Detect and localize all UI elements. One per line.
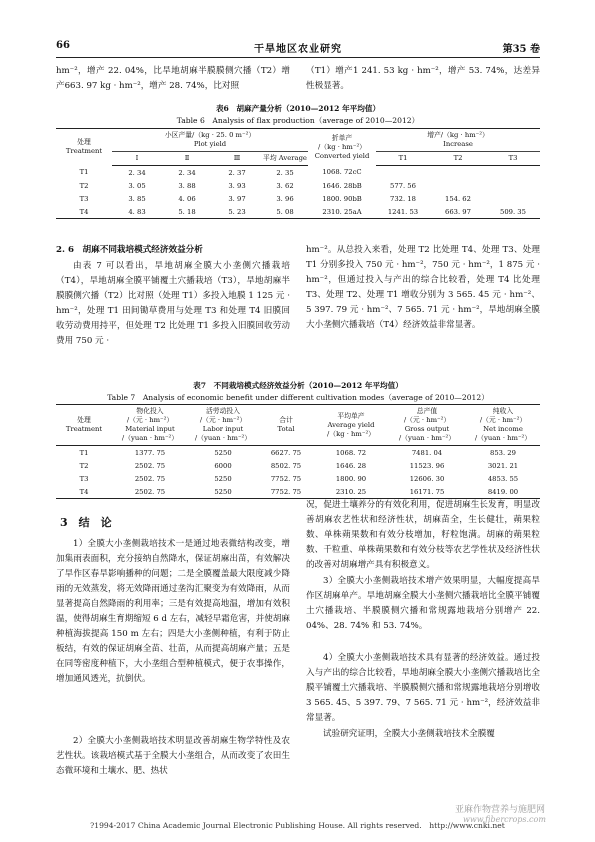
watermark-url: www.fibercrops.com: [463, 815, 546, 824]
table7-caption-cn: 表7 不同栽培模式经济效益分析（2010—2012 年平均值）: [193, 381, 403, 390]
table6-header-average: 平均 Average: [262, 152, 308, 166]
table6-header-t1: T1: [376, 152, 430, 166]
table-row: T3 3. 85 4. 06 3. 97 3. 96 1800. 90bB 732. 18 154. 62: [79, 194, 471, 203]
table7-caption-en: Table 7 Analysis of economic benefit under different cultivation modes（average of 2010—2012）: [107, 393, 489, 402]
table6-header-plot-yield: 小区产量/（kg · 25. 0 m⁻²） Plot yield: [112, 129, 308, 152]
table-row: T4 2502. 75 5250 7752. 75 2310. 25 16171. 75 8419. 00: [56, 485, 540, 499]
table6-flax-production: [56, 128, 540, 219]
table7-header-material: 物化投入 /（元 · hm⁻²） Material input /（yuan · hm⁻²）: [112, 405, 188, 446]
section26-left-text: 由表 7 可以看出，旱地胡麻全膜大小垄侧穴播栽培（T4），旱地胡麻全膜平铺覆土穴播栽培（T3），旱地胡麻半膜膜侧穴播（T2）比对照（处理 T1）多投入地膜 1 125 元 · hm⁻²，处理 T1 田间锄草费用与处理 T3 和处理 T4 旧膜回收劳动费用持平，但处理 T2 比处理 T1 多投入旧膜回收劳动费用 750 元 ·: [56, 261, 290, 346]
table7-header-treatment: 处理 Treatment: [56, 405, 112, 446]
table-row: T3 2502. 75 5250 7752. 75 1800. 90 12606. 30 4853. 55: [79, 474, 519, 483]
table7-header-total: 合计 Total: [258, 405, 314, 446]
table6-header-rep2: Ⅱ: [162, 152, 212, 166]
table6-header-rep3: Ⅲ: [212, 152, 262, 166]
table6-header-increase: 增产/（kg · hm⁻²） Increase: [376, 129, 540, 152]
table6-header-rep1: Ⅰ: [112, 152, 162, 166]
table-row: T4 4. 83 5. 18 5. 23 5. 08 2310. 25aA 1241. 53 663. 97 509. 35: [56, 205, 540, 219]
table7-economic-benefit: [56, 404, 540, 499]
closing-text: 试验研究证明，全膜大小垄侧栽培技术全膜覆: [323, 729, 495, 739]
table6-caption-en: Table 6 Analysis of flax production（average of 2010—2012）: [176, 116, 420, 125]
table7-header-gross-output: 总产值 /（元 · hm⁻²） Gross output /（yuan · hm⁻²）: [388, 405, 466, 446]
conclusion-2-continued-text: 况，促进土壤养分的有效化利用，促进胡麻生长发育，明显改善胡麻农艺性状和经济性状，胡麻苗全，生长健壮，蒴果粒数、单株蒴果数和有效分枝增加，籽粒饱满。胡麻的蒴果粒数、千粒重、单株蒴果数和有效分枝等农艺学性状及经济性状的改善对胡麻增产具有积极意义。: [306, 500, 540, 570]
table-row: T1 2. 34 2. 34 2. 37 2. 35 1068. 72cC: [79, 168, 362, 177]
table-row: T1 1377. 75 5250 6627. 75 1068. 72 7481. 04 853. 29: [79, 448, 516, 457]
copyright-footer: ?1994-2017 China Academic Journal Electronic Publishing House. All rights reserved. http://www.cnki.net: [90, 821, 505, 830]
intro-right-text: （T1）增产1 241. 53 kg · hm⁻²，增产 53. 74%，达差异性极显著。: [306, 66, 540, 91]
header-rule: [56, 57, 540, 58]
table-row: T2 2502. 75 6000 8502. 75 1646. 28 11523. 96 3021. 21: [79, 461, 519, 470]
section26-right-text: hm⁻²。从总投入来看，处理 T2 比处理 T4、处理 T3、处理 T1 分别多投入 750 元 · hm⁻²，750 元 · hm⁻²，1 875 元 · hm⁻²，但通过投入与产出的综合比较看，处理 T4 比处理 T3、处理 T2、处理 T1 增收分别为 3 565. 45 元 · hm⁻²、5 397. 79 元 · hm⁻²、7 565. 71 元 · hm⁻²，旱地胡麻全膜大小垄侧穴播栽培（T4）经济效益非常显著。: [306, 245, 540, 330]
table6-caption-cn: 表6 胡麻产量分析（2010—2012 年平均值）: [215, 104, 381, 113]
intro-left-text: hm⁻²，增产 22. 04%，比旱地胡麻半膜膜侧穴播（T2）增产663. 97 kg · hm⁻²，增产 28. 74%，比对照: [56, 66, 290, 91]
section26-title: 2. 6 胡麻不同栽培模式经济效益分析: [56, 245, 203, 255]
watermark-text: 亚麻作物营养与施肥网: [455, 805, 546, 815]
conclusion-3-text: 3）全膜大小垄侧栽培技术增产效果明显，大幅度提高旱作区胡麻单产。旱地胡麻全膜大小垄侧穴播栽培比全膜平铺覆土穴播栽培、半膜膜侧穴播和常规露地栽培分别增产 22. 04%、28. 74% 和 53. 74%。: [306, 576, 540, 631]
table6-header-treatment: 处理 Treatment: [56, 129, 112, 166]
volume-label: 第35 卷: [502, 44, 540, 55]
running-header: [56, 40, 540, 56]
page-number: 66: [56, 40, 70, 51]
conclusion-2-text: 2）全膜大小垄侧栽培技术明显改善胡麻生物学特性及农艺性状。该栽培模式基于全膜大小垄组合，从而改变了农田生态微环境和土壤水、肥、热状: [56, 736, 290, 776]
table7-header-average-yield: 平均单产 Average yield /（kg · hm⁻²）: [314, 405, 388, 446]
table6-header-t2: T2: [430, 152, 486, 166]
conclusion-4-text: 4）全膜大小垄侧栽培技术具有显著的经济效益。通过投入与产出的综合比较看，旱地胡麻全膜大小垄侧穴播栽培比全膜平铺覆土穴播栽培、半膜膜侧穴播和常规露地栽培分别增收 3 565. 45、5 397. 79、7 565. 71 元 · hm⁻²，经济效益非常显著。: [306, 653, 540, 723]
table6-header-t3: T3: [486, 152, 540, 166]
journal-title: 干旱地区农业研究: [254, 44, 342, 55]
table7-header-labor: 活劳动投入 /（元 · hm⁻²） Labor input /（yuan · hm⁻²）: [188, 405, 258, 446]
table-row: T2 3. 05 3. 88 3. 93 3. 62 1646. 28bB 577. 56: [79, 181, 416, 190]
section3-title: 3 结 论: [60, 516, 112, 529]
conclusion-1-text: 1）全膜大小垄侧栽培技术一是通过地表微结构改变，增加集雨表面积，充分接纳自然降水，保证胡麻出苗，有效解决了旱作区春旱影响播种的问题；二是全膜覆盖最大限度减少降雨的无效蒸发，将无效降雨通过垄沟汇聚变为有效降雨，从而显著提高自然降雨的利用率；三是有效提高地温，增加有效积温，使得胡麻生育期缩短 6 d 左右，减轻早霜危害，并使胡麻种植海拔提高 150 m 左右；四是大小垄侧种植，有利于防止板结，有效的保证胡麻全苗、壮苗，从而提高胡麻产量；五是在同等密度种植下，大小垄组合型种植模式，便于农事操作，增加通风透光，抗倒伏。: [56, 539, 291, 684]
table7-header-net-income: 纯收入 /（元 · hm⁻²） Net income /（yuan · hm⁻²）: [466, 405, 540, 446]
table6-header-converted-yield: 折单产 /（kg · hm⁻²） Converted yield: [308, 129, 376, 166]
